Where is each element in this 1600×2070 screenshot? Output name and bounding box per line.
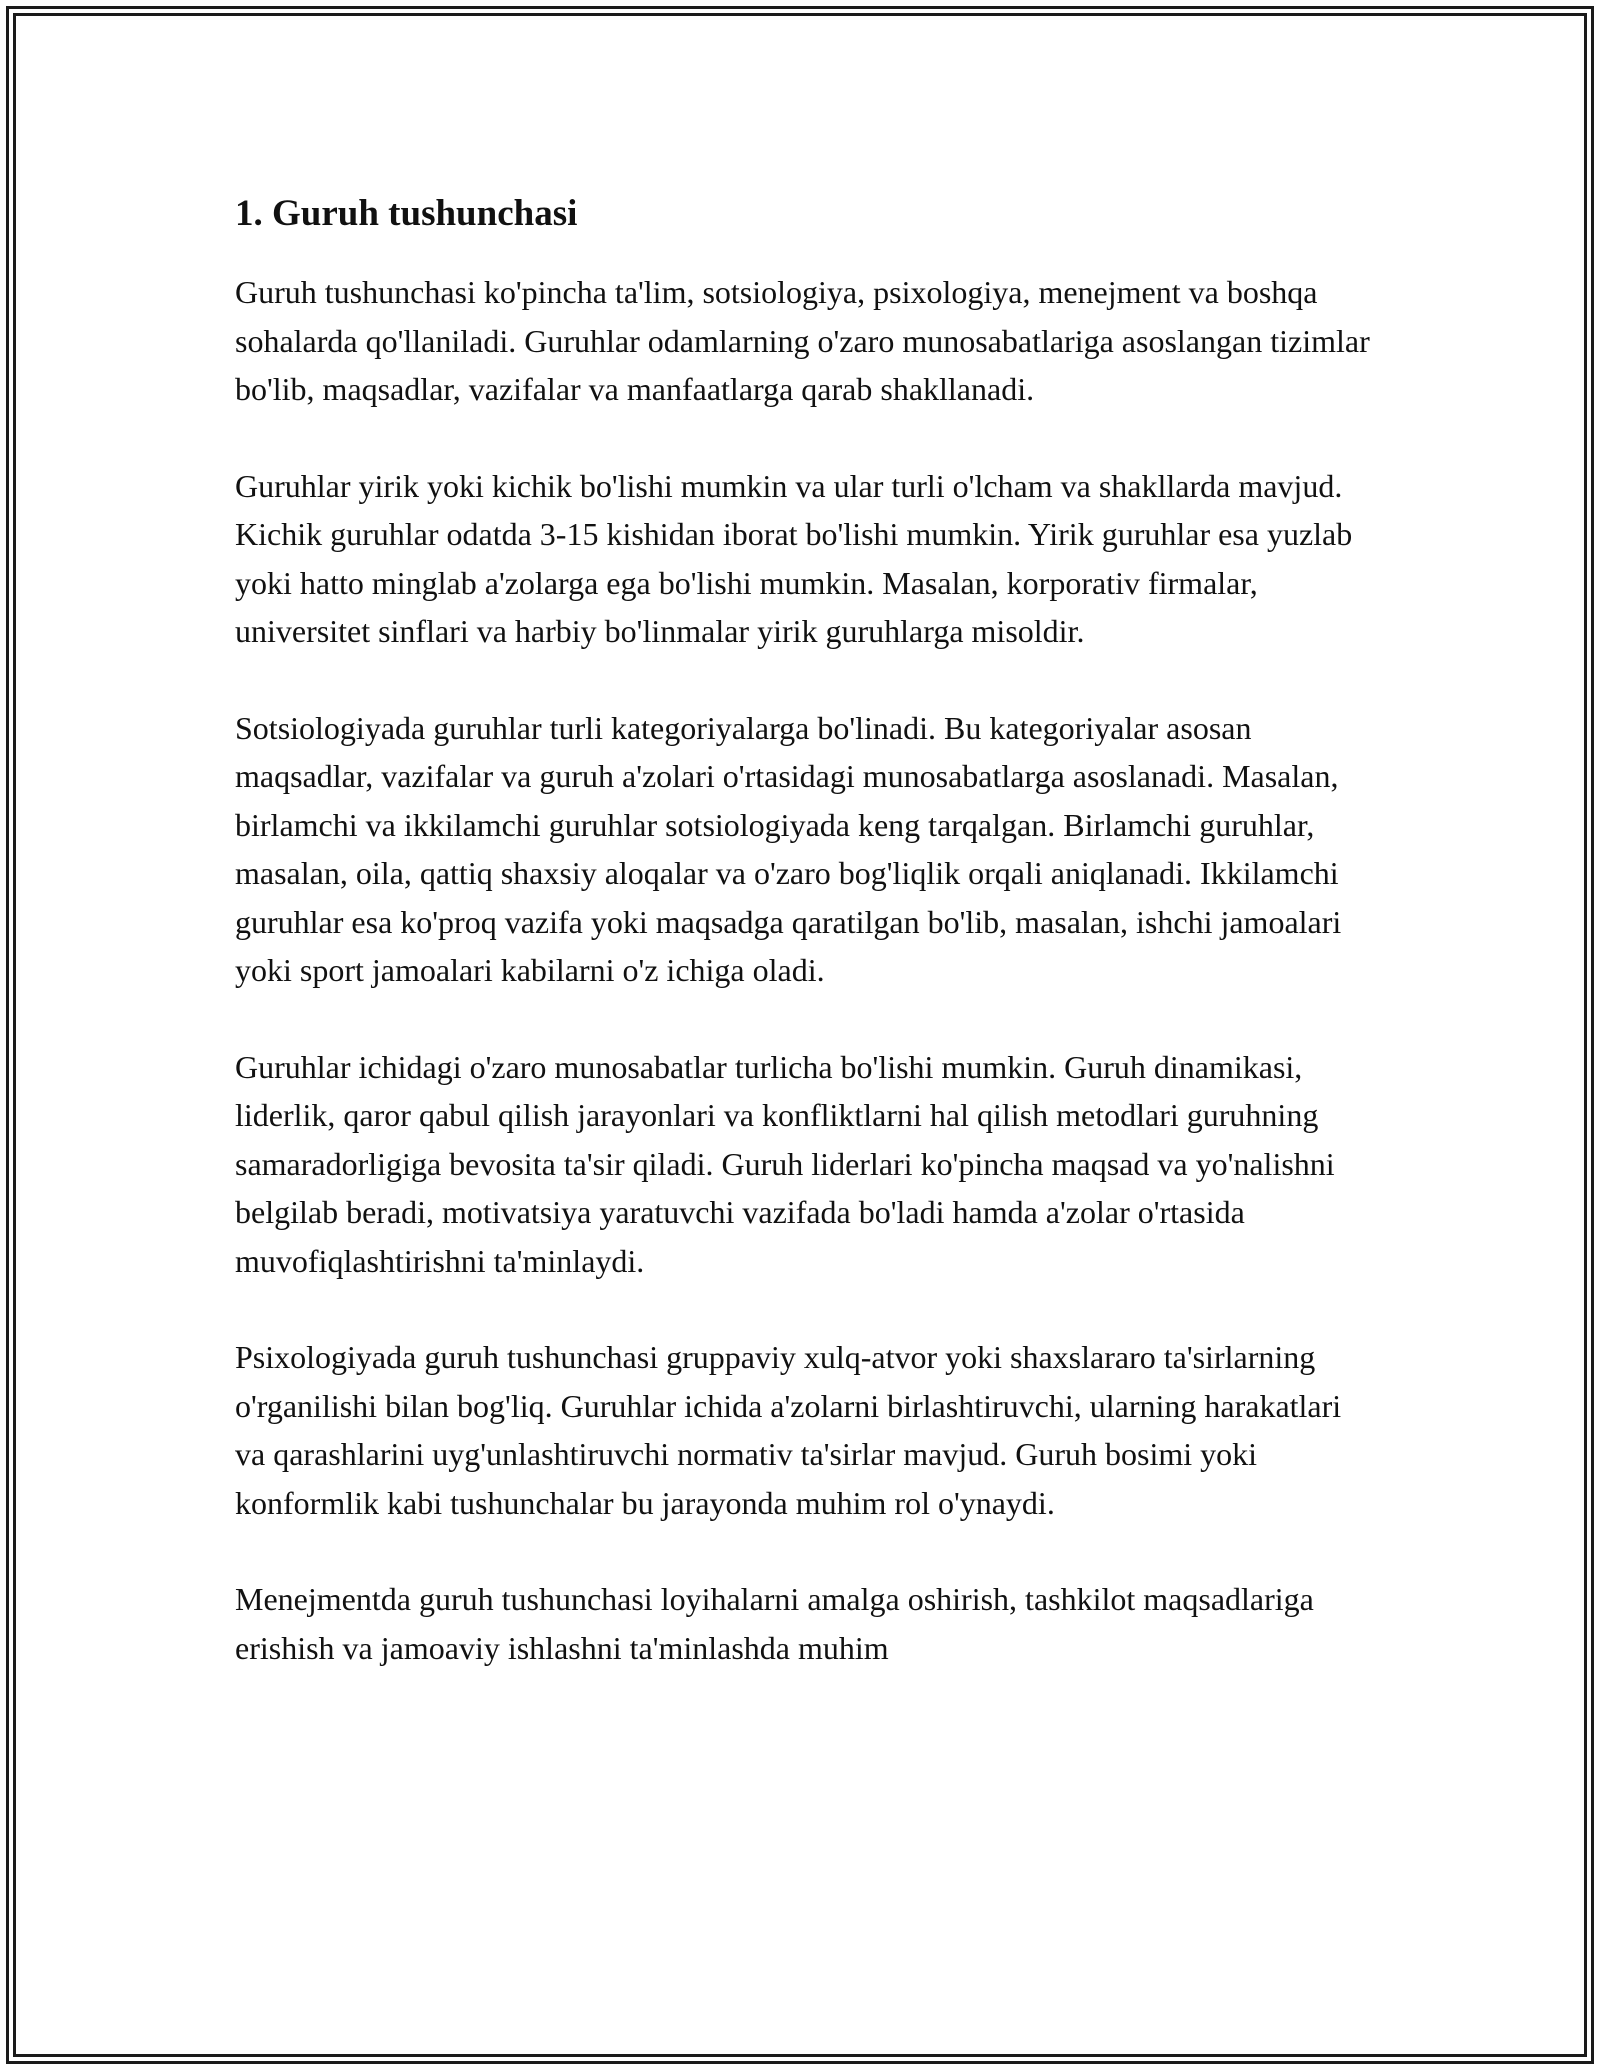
- document-body: [235, 190, 1370, 1720]
- paragraph-2: Guruhlar yirik yoki kichik bo'lishi mumkin va ular turli o'lcham va shakllarda mavjud. Kichik guruhlar odatda 3-15 kishidan iborat bo'lishi mumkin. Yirik guruhlar esa yuzlab yoki hatto minglab a'zolarga ega bo'lishi mumkin. Masalan, korporativ firmalar, universitet sinflari va harbiy bo'linmalar yirik guruhlarga misoldir.: [235, 467, 1353, 649]
- paragraph-4: Guruhlar ichidagi o'zaro munosabatlar turlicha bo'lishi mumkin. Guruh dinamikasi, liderlik, qaror qabul qilish jarayonlari va konfliktlarni hal qilish metodlari guruhning samaradorligiga bevosita ta'sir qiladi. Guruh liderlari ko'pincha maqsad va yo'nalishni belgilab beradi, motivatsiya yaratuvchi vazifada bo'ladi hamda a'zolar o'rtasida muvofiqlashtirishni ta'minlaydi.: [235, 1048, 1335, 1279]
- paragraph-5: Psixologiyada guruh tushunchasi gruppaviy xulq-atvor yoki shaxslararo ta'sirlarning o'rganilishi bilan bog'liq. Guruhlar ichida a'zolarni birlashtiruvchi, ularning harakatlari va qarashlarini uyg'unlashtiruvchi normativ ta'sirlar mavjud. Guruh bosimi yoki konformlik kabi tushunchalar bu jarayonda muhim rol o'ynaydi.: [235, 1339, 1342, 1521]
- section-heading: 1. Guruh tushunchasi: [235, 193, 578, 234]
- paragraph-1: Guruh tushunchasi ko'pincha ta'lim, sotsiologiya, psixologiya, menejment va boshqa sohalarda qo'llaniladi. Guruhlar odamlarning o'zaro munosabatlariga asoslangan tizimlar bo'lib, maqsadlar, vazifalar va manfaatlarga qarab shakllanadi.: [235, 274, 1370, 407]
- paragraph-3: Sotsiologiyada guruhlar turli kategoriyalarga bo'linadi. Bu kategoriyalar asosan maqsadlar, vazifalar va guruh a'zolari o'rtasidagi munosabatlarga asoslanadi. Masalan, birlamchi va ikkilamchi guruhlar sotsiologiyada keng tarqalgan. Birlamchi guruhlar, masalan, oila, qattiq shaxsiy aloqalar va o'zaro bog'liqlik orqali aniqlanadi. Ikkilamchi guruhlar esa ko'proq vazifa yoki maqsadga qaratilgan bo'lib, masalan, ishchi jamoalari yoki sport jamoalari kabilarni o'z ichiga oladi.: [235, 709, 1342, 988]
- paragraph-6: Menejmentda guruh tushunchasi loyihalarni amalga oshirish, tashkilot maqsadlariga erishish va jamoaviy ishlashni ta'minlashda muhim: [235, 1581, 1314, 1666]
